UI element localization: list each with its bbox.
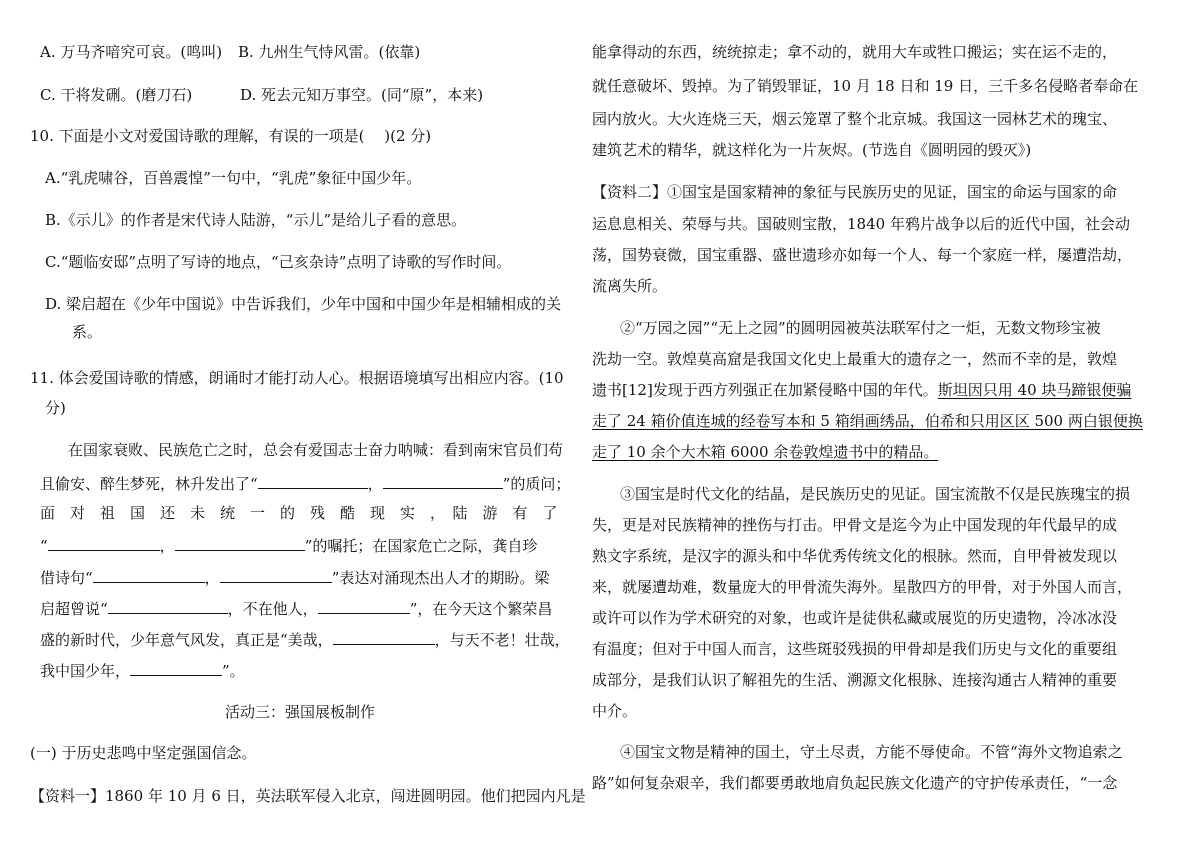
fill-blank-8[interactable] <box>318 597 410 614</box>
underlined-text: 斯坦因只用 40 块马蹄银便骗 <box>937 381 1132 399</box>
para2-line5-underlined: 走了 10 余个大木箱 6000 余卷敦煌遗书中的精品。 <box>592 443 939 461</box>
q10-option-c: C.“题临安邸”点明了写诗的地点，“己亥杂诗”点明了诗歌的写作时间。 <box>45 253 512 271</box>
q9-option-a: A. 万马齐喑究可哀。(鸣叫) <box>40 43 223 61</box>
q9-option-d: D. 死去元知万事空。(同“原”，本来) <box>240 86 484 104</box>
q10-option-b: B.《示儿》的作者是宋代诗人陆游，“示儿”是给儿子看的意思。 <box>45 211 467 229</box>
q11-para-line8: 我中国少年， ”。 <box>40 659 245 681</box>
para3-line2: 失，更是对民族精神的挫伤与打击。甲骨文是迄今为止中国发现的年代最早的成 <box>592 516 1118 534</box>
q11-para-line3: 面 对 祖 国 还 未 统 一 的 残 酷 现 实 ， 陆 游 有 了 <box>40 504 558 522</box>
para2-line3: 遗书[12]发现于西方列强正在加紧侵略中国的年代。斯坦因只用 40 块马蹄银便骗 <box>592 381 1132 399</box>
fill-blank-7[interactable] <box>108 597 228 614</box>
material-one-line5: 建筑艺术的精华，就这样化为一片灰烬。(节选自《圆明园的毁灭》) <box>592 141 1032 159</box>
fill-blank-2[interactable] <box>383 472 503 489</box>
para3-line6: 有温度；但对于中国人而言，这些斑驳残损的甲骨却是我们历史与文化的重要组 <box>592 640 1118 658</box>
fill-blank-4[interactable] <box>175 534 305 551</box>
q10-option-d-line1: D. 梁启超在《少年中国说》中告诉我们，少年中国和中国少年是相辅相成的关 <box>45 295 562 313</box>
material-two-line3: 荡，国势衰微，国宝重器、盛世遗珍亦如每一个人、每一个家庭一样，屡遭浩劫， <box>592 246 1133 264</box>
fill-blank-5[interactable] <box>93 566 205 583</box>
material-one-line4: 园内放火。大火连烧三天，烟云笼罩了整个北京城。我国这一园林艺术的瑰宝、 <box>592 110 1118 128</box>
fill-blank-9[interactable] <box>333 628 435 645</box>
q11-para-line6: 启超曾说“ ，不在他人， ”，在今天这个繁荣昌 <box>40 597 552 619</box>
material-one-start: 【资料一】1860 年 10 月 6 日，英法联军侵入北京，闯进圆明园。他们把园内凡是 <box>30 787 586 805</box>
para4-line1: ④国宝文物是精神的国土，守土尽责，方能不辱使命。不管“海外文物追索之 <box>620 743 1123 761</box>
para3-line1: ③国宝是时代文化的结晶，是民族历史的见证。国宝流散不仅是民族瑰宝的损 <box>620 485 1131 503</box>
q10-option-d-line2: 系。 <box>72 323 103 341</box>
fill-blank-6[interactable] <box>220 566 332 583</box>
material-two-line1: 【资料二】①国宝是国家精神的象征与民族历史的见证，国宝的命运与国家的命 <box>592 183 1118 201</box>
fill-blank-3[interactable] <box>48 534 160 551</box>
q9-option-c: C. 干将发硎。(磨刀石) <box>40 86 193 104</box>
para2-line2: 洗劫一空。敦煌莫高窟是我国文化史上最重大的遗存之一，然而不幸的是，敦煌 <box>592 350 1118 368</box>
q11-para-line5: 借诗句“ ， ”表达对涌现杰出人才的期盼。梁 <box>40 566 549 588</box>
fill-blank-1[interactable] <box>258 472 368 489</box>
section-one-heading: (一) 于历史悲鸣中坚定强国信念。 <box>30 744 257 762</box>
para3-line3: 熟文字系统，是汉字的源头和中华优秀传统文化的根脉。然而，自甲骨被发现以 <box>592 547 1118 565</box>
para2-line4-underlined: 走了 24 箱价值连城的经卷写本和 5 箱绢画绣品，伯希和只用区区 500 两白银便换 <box>592 412 1143 430</box>
q11-stem-line2: 分) <box>45 399 66 417</box>
para4-line2: 路”如何复杂艰辛，我们都要勇敢地肩负起民族文化遗产的守护传承责任，“一念 <box>592 774 1118 792</box>
q11-para-line7: 盛的新时代，少年意气风发，真正是“美哉， ，与天不老！壮哉， <box>40 628 570 650</box>
activity-three-heading: 活动三：强国展板制作 <box>224 703 375 721</box>
q10-stem: 10. 下面是小文对爱国诗歌的理解，有误的一项是( )(2 分) <box>30 127 432 145</box>
material-one-line2: 能拿得动的东西，统统掠走；拿不动的，就用大车或牲口搬运；实在运不走的， <box>592 43 1118 61</box>
para3-line7: 成部分，是我们认识了解祖先的生活、溯源文化根脉、连接沟通古人精神的重要 <box>592 671 1118 689</box>
q11-para-line4: “ ， ”的嘱托；在国家危亡之际，龚自珍 <box>40 534 537 556</box>
q9-option-b: B. 九州生气恃风雷。(依靠) <box>238 43 421 61</box>
para3-line8: 中介。 <box>592 702 638 720</box>
para3-line4: 来，就屡遭劫难，数量庞大的甲骨流失海外。星散四方的甲骨，对于外国人而言， <box>592 578 1133 596</box>
material-two-line2: 运息息相关、荣辱与共。国破则宝散，1840 年鸦片战争以后的近代中国，社会动 <box>592 215 1130 233</box>
q11-stem-line1: 11. 体会爱国诗歌的情感，朗诵时才能打动人心。根据语境填写出相应内容。(10 <box>30 369 564 387</box>
q11-para-line1: 在国家衰败、民族危亡之时，总会有爱国志士奋力呐喊：看到南宋官员们苟 <box>68 441 564 459</box>
material-two-line4: 流离失所。 <box>592 277 668 295</box>
material-one-line3: 就任意破坏、毁掉。为了销毁罪证，10 月 18 日和 19 日，三千多名侵略者奉命在 <box>592 77 1139 95</box>
q10-option-a: A.“乳虎啸谷，百兽震惶”一句中，“乳虎”象征中国少年。 <box>45 169 422 187</box>
fill-blank-10[interactable] <box>130 659 222 676</box>
para2-line1: ②“万园之园”“无上之园”的圆明园被英法联军付之一炬，无数文物珍宝被 <box>620 319 1101 337</box>
q11-para-line2: 且偷安、醉生梦死，林升发出了“ ， ”的质问； <box>40 472 570 494</box>
para3-line5: 或许可以作为学术研究的对象，也或许是徒供私藏或展览的历史遗物，冷冰冰没 <box>592 609 1118 627</box>
